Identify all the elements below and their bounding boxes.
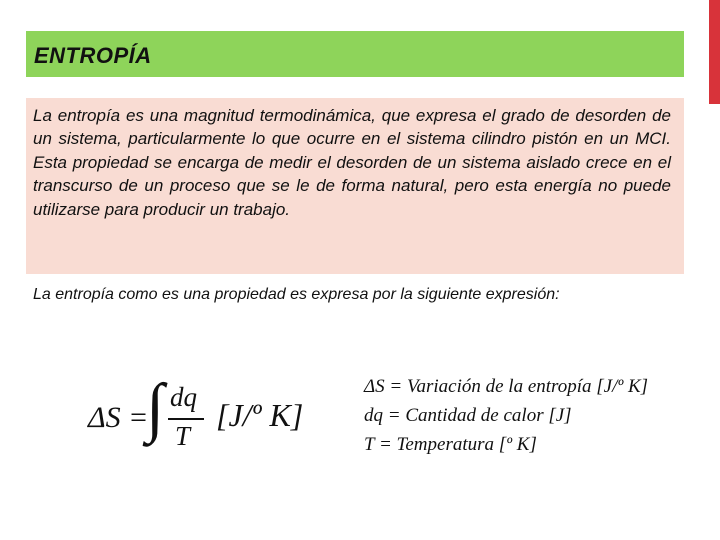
legend-row-temperature: T = Temperatura [º K] bbox=[364, 434, 537, 455]
definition-box bbox=[26, 98, 684, 274]
variable-legend bbox=[364, 372, 709, 459]
formula-units: [J/º K] bbox=[216, 397, 304, 433]
legend-row-entropy: ΔS = Variación de la entropía [J/º K] bbox=[364, 376, 649, 397]
formula-numerator: dq bbox=[170, 382, 197, 412]
accent-bar bbox=[709, 0, 720, 104]
formula-lhs: ΔS = bbox=[88, 401, 149, 434]
definition-paragraph: La entropía es una magnitud termodinámica, que expresa el grado de desorden de un sistema, particularmente lo que ocurre en el sistema cilindro pistón en un MCI. Esta propiedad se encarga de medir el desorden de un sistema aislado crece en el transcurso de un proceso que se le de forma natural, pero esta energía no puede utilizarse para producir un trabajo. bbox=[33, 106, 671, 219]
legend-row-heat: dq = Cantidad de calor [J] bbox=[364, 405, 572, 426]
slide-title: ENTROPÍA bbox=[34, 43, 152, 68]
intro-text: La entropía como es una propiedad es expresa por la siguiente expresión: bbox=[33, 286, 560, 303]
title-banner bbox=[26, 31, 684, 77]
entropy-formula bbox=[88, 371, 318, 463]
fraction-line bbox=[168, 418, 204, 420]
formula-denominator: T bbox=[175, 421, 191, 451]
integral-sign: ∫ bbox=[146, 371, 165, 444]
